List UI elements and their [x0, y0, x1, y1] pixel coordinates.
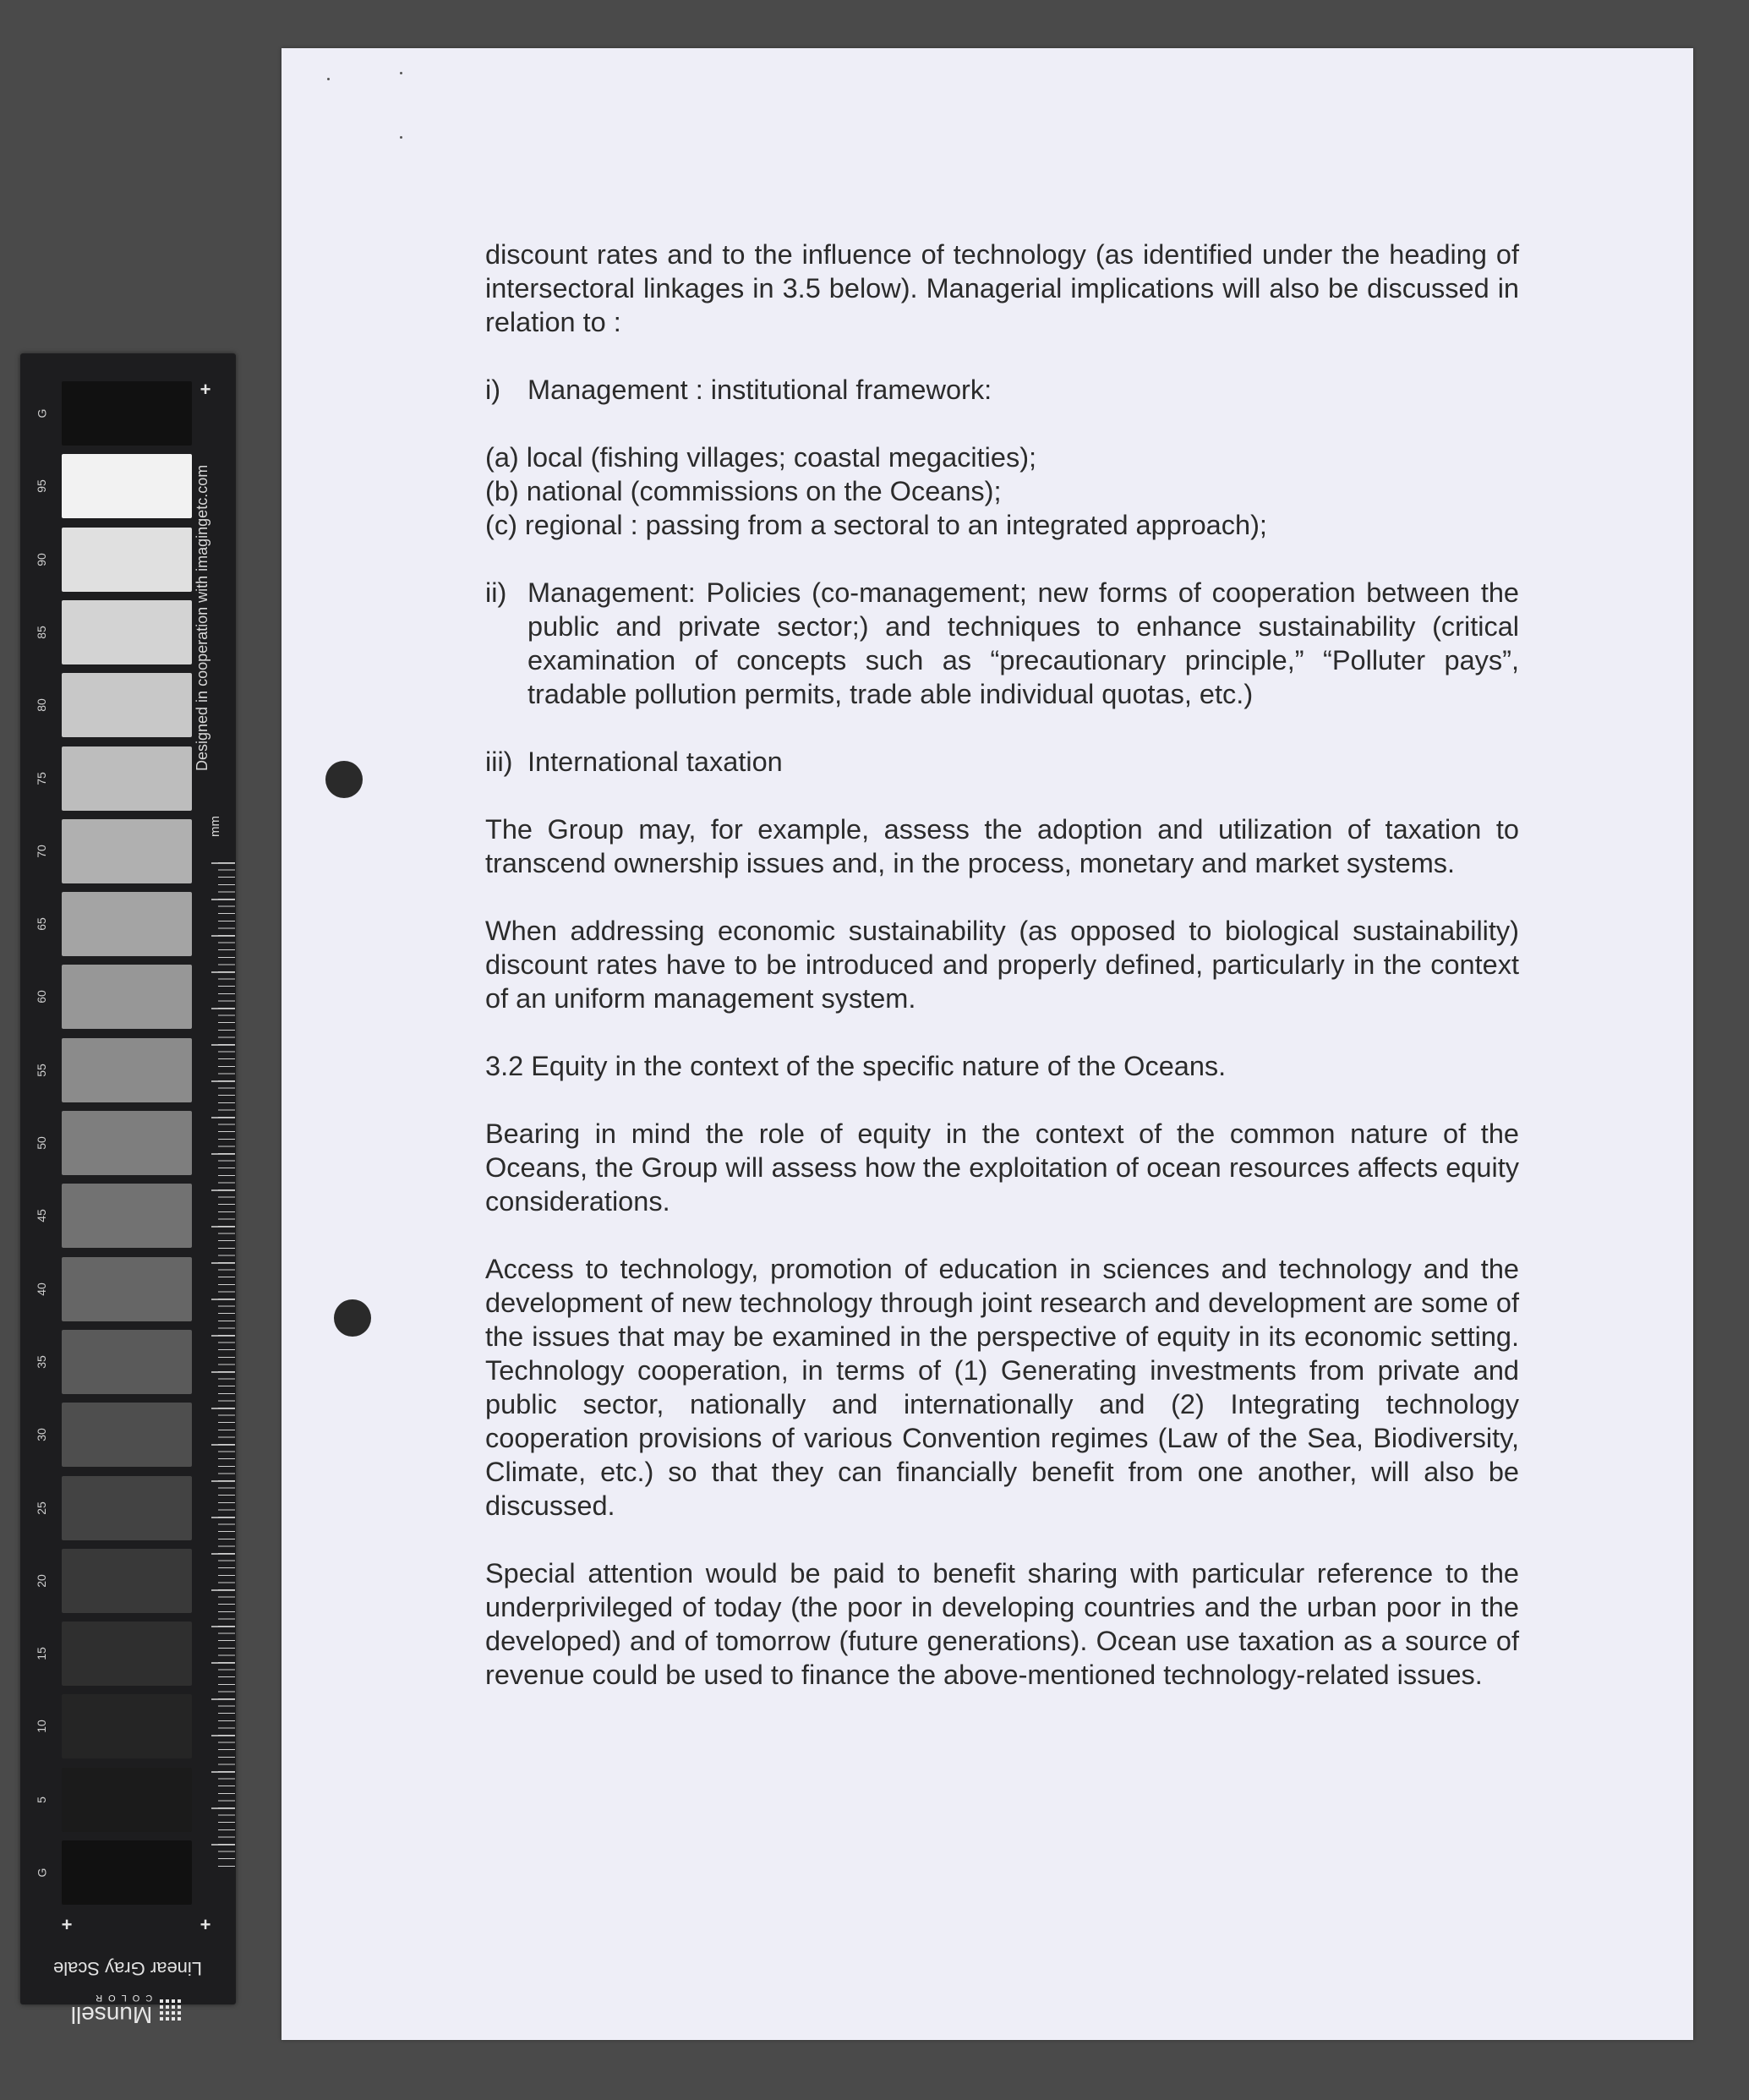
- benefit-sharing-paragraph: Special attention would be paid to benefit sharing with particular reference to the underprivileged of today (the poor in developing countries and the urban poor in the developed) and of tomorrow (future generations). Ocean use taxation as a source of revenue could be used to finance the above-mentioned technology-related issues.: [485, 1558, 1519, 1690]
- gray-step-label: 60: [34, 990, 48, 1004]
- gray-step-label: 5: [34, 1796, 48, 1803]
- sub-item-a: (a) local (fishing villages; coastal megacities);: [485, 442, 1037, 473]
- gray-patch: [62, 1403, 192, 1467]
- gray-step-label: 30: [34, 1428, 48, 1441]
- gray-step-label: 40: [34, 1282, 48, 1296]
- gray-step-label: 70: [34, 845, 48, 858]
- munsell-logo: [54, 1988, 198, 2031]
- list-marker: i): [485, 375, 501, 405]
- sub-item-b: (b) national (commissions on the Oceans);: [485, 476, 1002, 506]
- gray-step-label: 25: [34, 1501, 48, 1515]
- gray-step-label: 65: [34, 917, 48, 931]
- gray-patch: [62, 673, 192, 737]
- gray-patch: [62, 1257, 192, 1321]
- strip-title: Linear Gray Scale: [52, 1958, 203, 1979]
- gray-step-label: 15: [34, 1647, 48, 1660]
- list-item-i: [485, 373, 1519, 407]
- munsell-grid-icon: [159, 1999, 181, 2021]
- technology-paragraph: Access to technology, promotion of education in sciences and technology and the development of new technology through joint research and development are some of the issues that may be examined in the perspective of equity in its economic setting. Technology cooperation, in terms of (1) Generating investments from private and public sector, nationally and internationally and (2) Integrating technology cooperation provisions of various Convention regimes (Law of the Sea, Biodiversity, Climate, etc.) so that they can financially benefit from one another, will also be discussed.: [485, 1254, 1519, 1521]
- list-item-ii: [485, 576, 1519, 711]
- intro-paragraph: discount rates and to the influence of technology (as identified under the heading of intersectoral linkages in 3.5 below). Managerial implications will also be discussed in relation to :: [485, 239, 1519, 337]
- gray-patch: [62, 1038, 192, 1102]
- dust-speck: [400, 136, 402, 139]
- gray-step-label: 45: [34, 1209, 48, 1223]
- gray-step-label: 10: [34, 1720, 48, 1734]
- gray-patch: [62, 454, 192, 518]
- document-body: [485, 238, 1519, 1725]
- gray-step-label: 20: [34, 1574, 48, 1588]
- gray-patch: [62, 1768, 192, 1832]
- gray-step-label: 55: [34, 1063, 48, 1077]
- mm-ruler-major-ticks: [211, 862, 235, 1868]
- list-text: International taxation: [527, 746, 783, 777]
- list-text: Management: Policies (co-management; new forms of cooperation between the public and private sector;) and techniques to enhance sustainability (critical examination of concepts such as “precautionary principle,” “Polluter pays”, tradable pollution permits, trade able individual quotas, etc.): [527, 577, 1519, 709]
- list-marker: iii): [485, 746, 513, 777]
- gray-patch: [62, 965, 192, 1029]
- list-text: Management : institutional framework:: [527, 375, 992, 405]
- gray-patch: [62, 1840, 192, 1905]
- registration-mark: +: [199, 1914, 211, 1935]
- gray-patch: [62, 1330, 192, 1394]
- equity-paragraph: Bearing in mind the role of equity in the context of the common nature of the Oceans, the Group will assess how the exploitation of ocean resources affects equity considerations.: [485, 1118, 1519, 1217]
- document-page: [281, 48, 1693, 2040]
- gray-patch: [62, 600, 192, 664]
- dust-speck: [400, 72, 402, 74]
- registration-mark: +: [199, 379, 211, 400]
- gray-step-label: 85: [34, 626, 48, 639]
- list-item-iii: [485, 745, 1519, 779]
- gray-patch: [62, 819, 192, 883]
- dust-speck: [327, 78, 330, 80]
- list-marker: ii): [485, 577, 507, 608]
- gray-step-label: 75: [34, 771, 48, 785]
- gray-step-label: 35: [34, 1355, 48, 1369]
- section-heading-3-2: 3.2 Equity in the context of the specific nature of the Oceans.: [485, 1051, 1227, 1081]
- gray-patch: [62, 381, 192, 446]
- gray-step-label: G: [34, 408, 48, 418]
- punch-hole: [334, 1299, 371, 1337]
- gray-patch: [62, 1621, 192, 1686]
- gray-patch: [62, 1694, 192, 1758]
- gray-step-label: G: [34, 1868, 48, 1878]
- sub-item-c: (c) regional : passing from a sectoral to an integrated approach);: [485, 510, 1267, 540]
- gray-patch: [62, 1111, 192, 1175]
- gray-step-label: 95: [34, 479, 48, 494]
- gray-step-label: 90: [34, 552, 48, 566]
- gray-step-label: 50: [34, 1136, 48, 1150]
- brand-name: Munsell: [70, 2002, 153, 2028]
- gray-patch: [62, 1184, 192, 1248]
- gray-patch: [62, 1476, 192, 1540]
- gray-step-label: 80: [34, 698, 48, 712]
- gray-patch: [62, 746, 192, 811]
- brand-subtitle: COLOR: [90, 1993, 153, 2003]
- sustainability-paragraph: When addressing economic sustainability (as opposed to biological sustainability) discount rates have to be introduced and properly defined, particularly in the context of an uniform management system.: [485, 916, 1519, 1014]
- gray-patch: [62, 528, 192, 592]
- gray-patch: [62, 892, 192, 956]
- taxation-paragraph: The Group may, for example, assess the adoption and utilization of taxation to transcend ownership issues and, in the process, monetary and market systems.: [485, 814, 1519, 878]
- registration-mark: +: [61, 1914, 73, 1935]
- punch-hole: [325, 761, 363, 798]
- gray-patch: [62, 1549, 192, 1613]
